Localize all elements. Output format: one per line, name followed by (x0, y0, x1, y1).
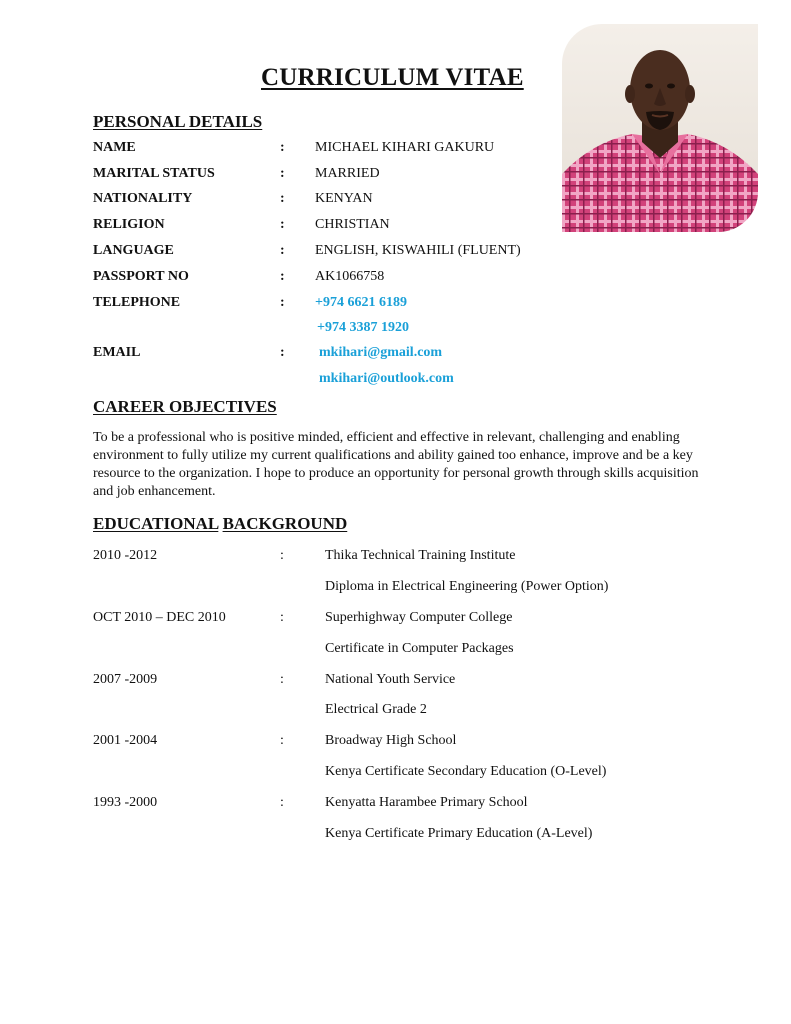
email-link[interactable]: mkihari@gmail.com (319, 345, 443, 360)
career-objectives-heading-text: CAREER OBJECTIVES (93, 397, 277, 416)
personal-row-telephone-2 (93, 320, 593, 340)
education-period: OCT 2010 – DEC 2010 (93, 610, 226, 625)
education-institution: Broadway High School (325, 733, 457, 748)
personal-details-heading-text: PERSONAL DETAILS (93, 112, 263, 131)
personal-row-email-2 (93, 371, 593, 391)
field-separator: : (280, 140, 285, 155)
education-qualification: Kenya Certificate Secondary Education (O-Level) (325, 764, 607, 779)
personal-row-telephone (93, 295, 593, 315)
personal-row-nationality (93, 191, 593, 211)
field-label: PASSPORT NO (93, 269, 189, 284)
education-period: 2010 -2012 (93, 548, 158, 563)
education-heading-part2: BACKGROUND (222, 514, 348, 533)
personal-row-marital-status (93, 166, 593, 186)
education-institution: Kenyatta Harambee Primary School (325, 795, 528, 810)
education-period: 2007 -2009 (93, 672, 158, 687)
education-separator: : (280, 733, 284, 748)
personal-details-heading (93, 112, 262, 132)
career-objective-text: To be a professional who is positive minded, efficient and effective in relevant, challenging and enabling environment to fully utilize my current qualifications and ability gained too enhance, improve and be a key resource to the organization. I hope to produce an opportunity for personal growth through skills acquisition and job enhancement. (93, 430, 699, 499)
education-qualification: Electrical Grade 2 (325, 702, 427, 717)
field-value: MARRIED (315, 166, 380, 181)
education-institution: National Youth Service (325, 672, 456, 687)
field-value: AK1066758 (315, 269, 385, 284)
education-qualification: Diploma in Electrical Engineering (Power Option) (325, 579, 609, 594)
field-separator: : (280, 269, 285, 284)
field-label: MARITAL STATUS (93, 166, 215, 181)
field-separator: : (280, 191, 285, 206)
education-institution: Thika Technical Training Institute (325, 548, 516, 563)
field-separator: : (280, 243, 285, 258)
field-label: NAME (93, 140, 136, 155)
document-title: CURRICULUM VITAE (261, 64, 524, 91)
personal-row-email (93, 345, 593, 365)
field-label: NATIONALITY (93, 191, 193, 206)
education-qualification: Kenya Certificate Primary Education (A-Level) (325, 826, 593, 841)
email-link[interactable]: mkihari@outlook.com (319, 371, 454, 386)
field-label: LANGUAGE (93, 243, 174, 258)
education-heading-part1: EDUCATIONAL (93, 514, 219, 533)
telephone-link[interactable]: +974 3387 1920 (317, 320, 409, 335)
field-label: EMAIL (93, 345, 141, 360)
field-separator: : (280, 166, 285, 181)
personal-row-name (93, 140, 593, 160)
field-value: CHRISTIAN (315, 217, 390, 232)
field-value: KENYAN (315, 191, 373, 206)
field-separator: : (280, 295, 285, 310)
field-value: MICHAEL KIHARI GAKURU (315, 140, 495, 155)
field-label: TELEPHONE (93, 295, 181, 310)
education-separator: : (280, 548, 284, 563)
education-qualification: Certificate in Computer Packages (325, 641, 514, 656)
education-institution: Superhighway Computer College (325, 610, 513, 625)
personal-row-religion (93, 217, 593, 237)
education-heading (93, 514, 347, 534)
education-separator: : (280, 672, 284, 687)
field-separator: : (280, 217, 285, 232)
personal-row-language (93, 243, 593, 263)
education-period: 2001 -2004 (93, 733, 158, 748)
field-value: ENGLISH, KISWAHILI (FLUENT) (315, 243, 521, 258)
education-separator: : (280, 610, 284, 625)
education-separator: : (280, 795, 284, 810)
education-period: 1993 -2000 (93, 795, 158, 810)
field-separator: : (280, 345, 285, 360)
personal-row-passport (93, 269, 593, 289)
telephone-link[interactable]: +974 6621 6189 (315, 295, 407, 310)
career-objectives-heading (93, 397, 277, 417)
field-label: RELIGION (93, 217, 165, 232)
